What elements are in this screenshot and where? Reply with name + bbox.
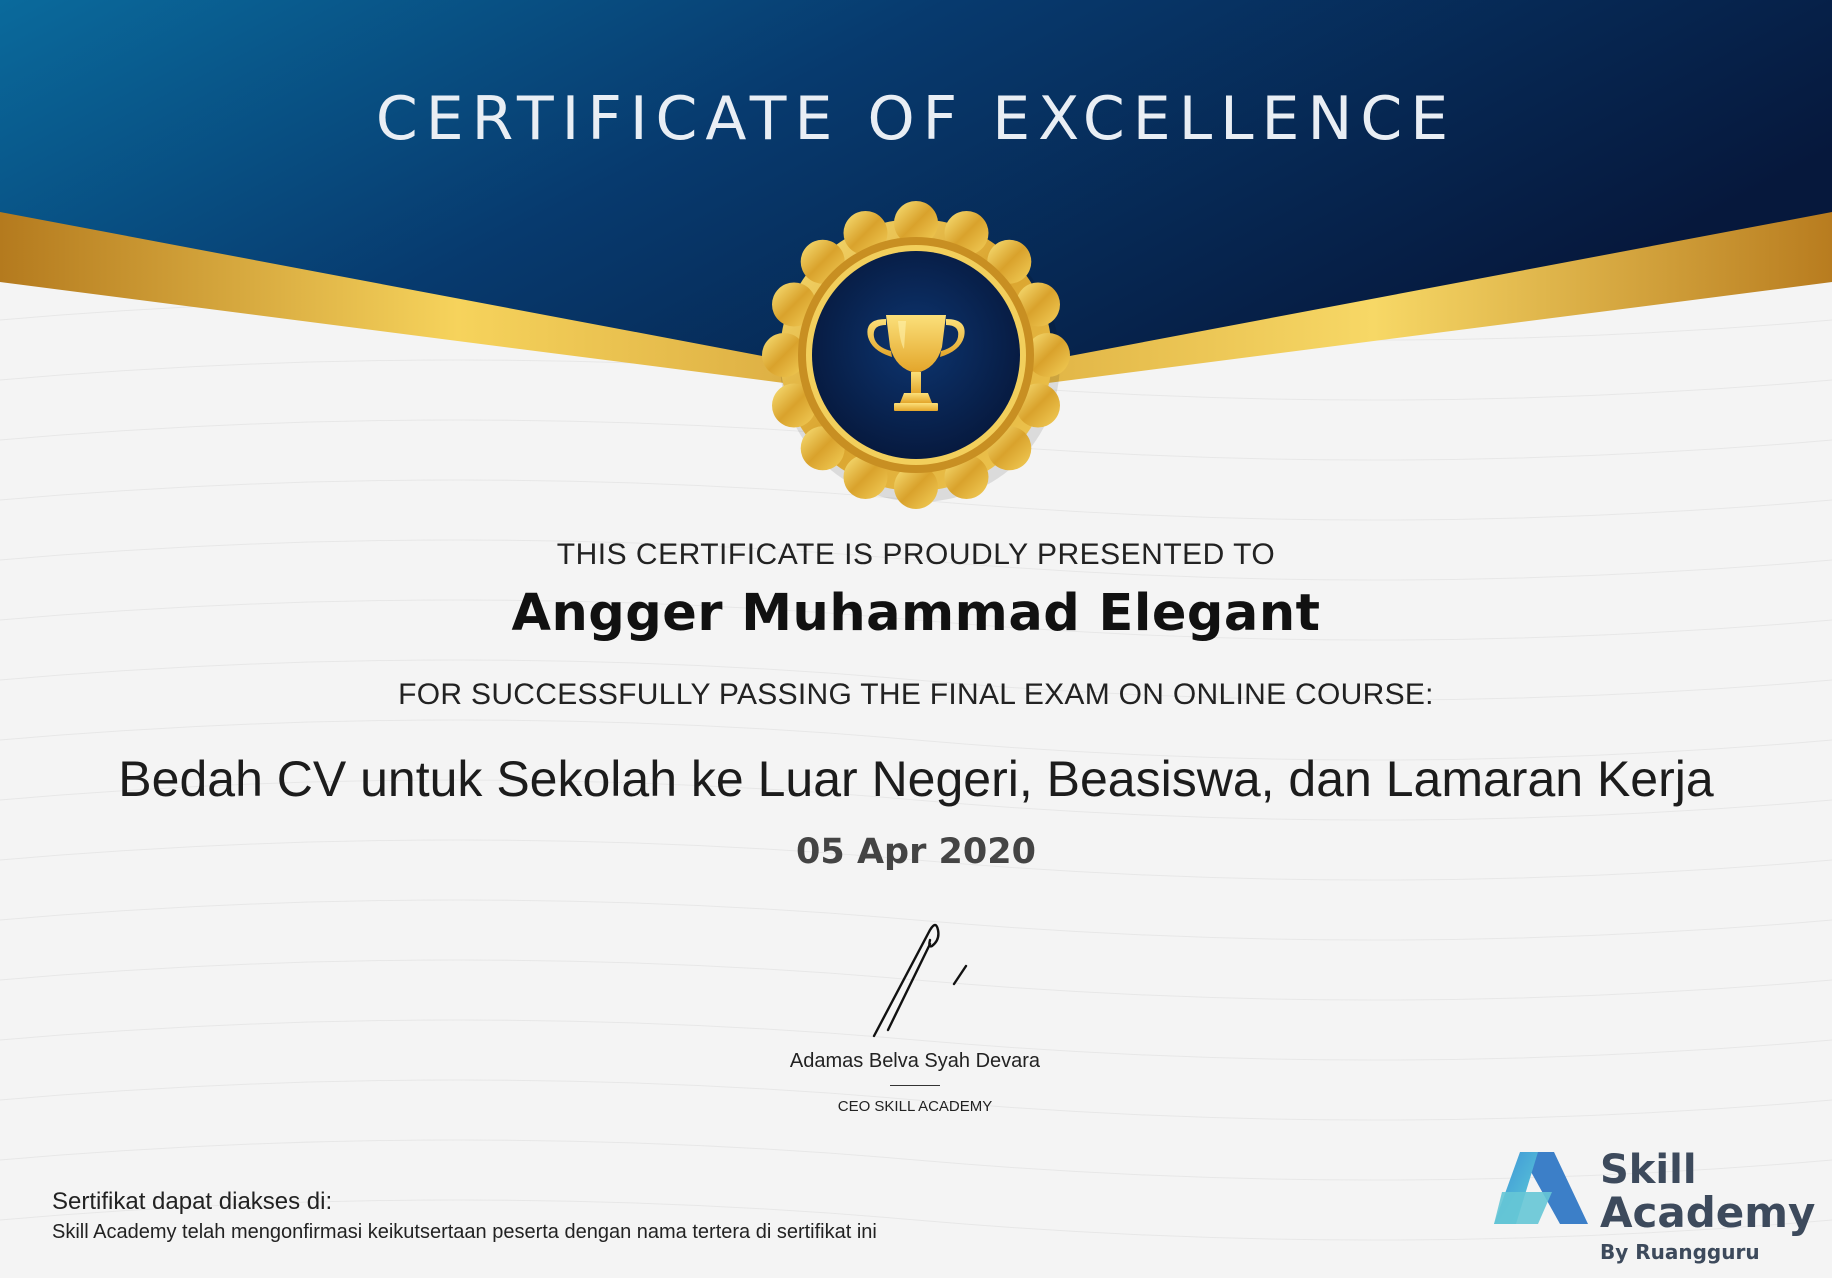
medal — [762, 201, 1070, 509]
recipient-name: Angger Muhammad Elegant — [511, 584, 1321, 643]
course-name: Bedah CV untuk Sekolah ke Luar Negeri, Beasiswa, dan Lamaran Kerja — [118, 751, 1714, 807]
presented-to-label: THIS CERTIFICATE IS PROUDLY PRESENTED TO — [556, 538, 1276, 571]
logo-byline: By Ruangguru — [1600, 1240, 1760, 1264]
signature-divider — [890, 1085, 940, 1086]
logo-line-1: Skill — [1600, 1147, 1697, 1193]
skill-academy-logo-icon — [1492, 1148, 1592, 1228]
certificate-title: CERTIFICATE OF EXCELLENCE — [375, 84, 1457, 154]
achievement-description: FOR SUCCESSFULLY PASSING THE FINAL EXAM ON ONLINE COURSE: — [398, 678, 1434, 711]
logo-line-2: Academy — [1600, 1188, 1816, 1237]
issue-date: 05 Apr 2020 — [796, 832, 1036, 872]
access-label: Sertifikat dapat diakses di: — [52, 1188, 333, 1215]
skill-academy-logo — [1492, 1147, 1816, 1268]
confirmation-text: Skill Academy telah mengonfirmasi keikutsertaan peserta dengan nama tertera di sertifikat ini — [52, 1221, 877, 1243]
signature — [858, 918, 978, 1043]
signatory-role: CEO SKILL ACADEMY — [837, 1098, 993, 1115]
signatory-name: Adamas Belva Syah Devara — [789, 1050, 1041, 1072]
